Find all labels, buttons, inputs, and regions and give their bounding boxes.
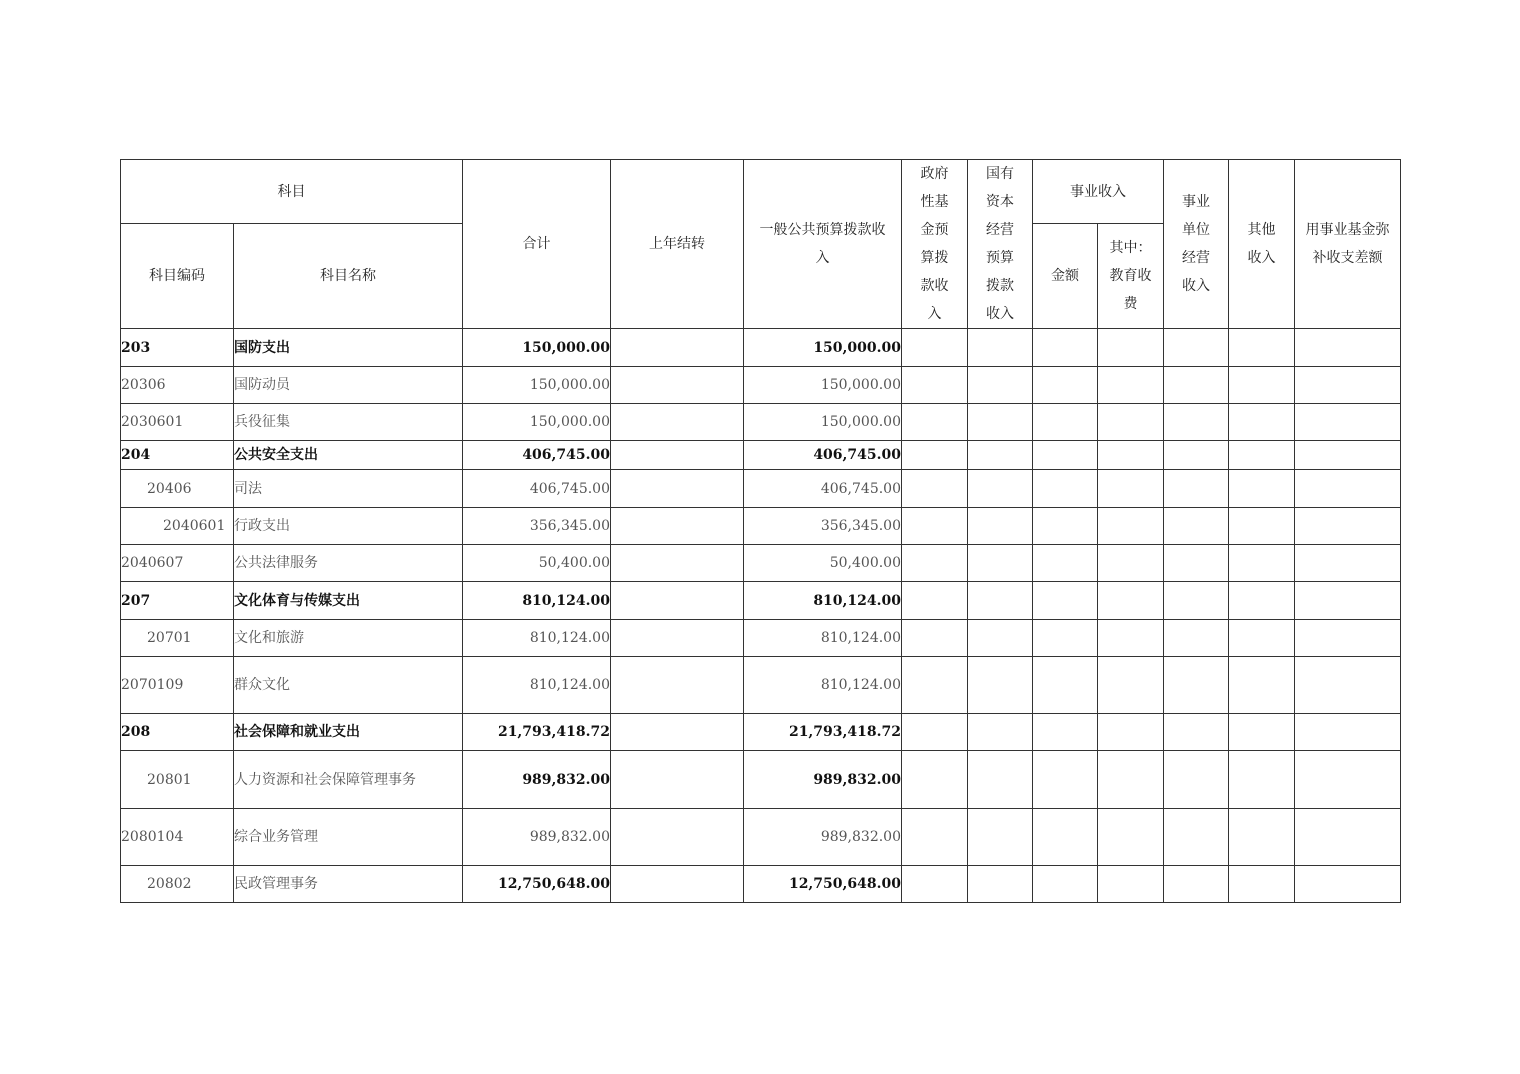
header-carryover: 上年结转 [611, 160, 744, 329]
row-total: 150,000.00 [463, 329, 611, 367]
table-row [121, 404, 1401, 441]
header-fund-offset: 用事业基金弥补收支差额 [1295, 160, 1401, 329]
table-row [121, 441, 1401, 470]
row-code: 20306 [121, 367, 234, 404]
row-general: 12,750,648.00 [744, 866, 902, 903]
row-total: 21,793,418.72 [463, 714, 611, 751]
row-general: 356,345.00 [744, 508, 902, 545]
row-code: 20406 [121, 470, 234, 508]
row-name: 群众文化 [234, 657, 463, 714]
row-general: 810,124.00 [744, 657, 902, 714]
table-row [121, 508, 1401, 545]
table-row [121, 582, 1401, 620]
row-general: 810,124.00 [744, 620, 902, 657]
row-carryover [611, 404, 744, 441]
row-name: 公共法律服务 [234, 545, 463, 582]
row-code: 2040607 [121, 545, 234, 582]
table-row [121, 329, 1401, 367]
row-name: 社会保障和就业支出 [234, 714, 463, 751]
header-subject-name: 科目名称 [234, 224, 463, 329]
row-general: 150,000.00 [744, 367, 902, 404]
row-carryover [611, 441, 744, 470]
header-subject-code: 科目编码 [121, 224, 234, 329]
row-code: 2070109 [121, 657, 234, 714]
table-row [121, 367, 1401, 404]
header-unit-operating: 事业单位经营收入 [1164, 160, 1229, 329]
row-carryover [611, 508, 744, 545]
row-name: 司法 [234, 470, 463, 508]
row-total: 12,750,648.00 [463, 866, 611, 903]
row-total: 989,832.00 [463, 809, 611, 866]
row-carryover [611, 657, 744, 714]
row-total: 406,745.00 [463, 441, 611, 470]
row-code: 2080104 [121, 809, 234, 866]
row-name: 兵役征集 [234, 404, 463, 441]
row-carryover [611, 582, 744, 620]
table-row [121, 657, 1401, 714]
row-carryover [611, 367, 744, 404]
row-general: 21,793,418.72 [744, 714, 902, 751]
table-row [121, 714, 1401, 751]
header-subject: 科目 [121, 160, 463, 224]
row-general: 810,124.00 [744, 582, 902, 620]
header-general-budget: 一般公共预算拨款收入 [744, 160, 902, 329]
table-row [121, 470, 1401, 508]
budget-table [120, 159, 1401, 903]
row-carryover [611, 329, 744, 367]
row-carryover [611, 751, 744, 809]
row-carryover [611, 620, 744, 657]
row-name: 国防动员 [234, 367, 463, 404]
row-total: 810,124.00 [463, 582, 611, 620]
row-code: 2040601 [121, 508, 234, 545]
header-total: 合计 [463, 160, 611, 329]
row-name: 国防支出 [234, 329, 463, 367]
row-total: 989,832.00 [463, 751, 611, 809]
row-carryover [611, 866, 744, 903]
row-name: 公共安全支出 [234, 441, 463, 470]
header-amount: 金额 [1033, 224, 1098, 329]
row-code: 20701 [121, 620, 234, 657]
row-code: 204 [121, 441, 234, 470]
row-name: 人力资源和社会保障管理事务 [234, 751, 463, 809]
row-total: 810,124.00 [463, 657, 611, 714]
table-row [121, 620, 1401, 657]
table-row [121, 751, 1401, 809]
row-name: 文化体育与传媒支出 [234, 582, 463, 620]
row-general: 989,832.00 [744, 751, 902, 809]
row-name: 民政管理事务 [234, 866, 463, 903]
header-state-capital: 国有资本经营预算拨款收入 [968, 160, 1033, 329]
row-total: 356,345.00 [463, 508, 611, 545]
row-total: 810,124.00 [463, 620, 611, 657]
row-general: 150,000.00 [744, 404, 902, 441]
row-carryover [611, 809, 744, 866]
row-general: 150,000.00 [744, 329, 902, 367]
header-business-income: 事业收入 [1033, 160, 1164, 224]
table-row [121, 866, 1401, 903]
row-total: 50,400.00 [463, 545, 611, 582]
row-code: 207 [121, 582, 234, 620]
row-general: 406,745.00 [744, 470, 902, 508]
row-code: 208 [121, 714, 234, 751]
table-row [121, 545, 1401, 582]
row-general: 50,400.00 [744, 545, 902, 582]
header-other-income: 其他收入 [1229, 160, 1295, 329]
row-name: 文化和旅游 [234, 620, 463, 657]
row-code: 20802 [121, 866, 234, 903]
row-name: 综合业务管理 [234, 809, 463, 866]
row-name: 行政支出 [234, 508, 463, 545]
row-total: 150,000.00 [463, 367, 611, 404]
row-code: 2030601 [121, 404, 234, 441]
row-total: 150,000.00 [463, 404, 611, 441]
row-code: 20801 [121, 751, 234, 809]
row-general: 406,745.00 [744, 441, 902, 470]
row-code: 203 [121, 329, 234, 367]
row-carryover [611, 714, 744, 751]
header-gov-fund: 政府性基金预算拨款收入 [902, 160, 968, 329]
table-row [121, 809, 1401, 866]
header-tuition: 其中：教育收费 [1098, 224, 1164, 329]
row-carryover [611, 545, 744, 582]
row-total: 406,745.00 [463, 470, 611, 508]
row-general: 989,832.00 [744, 809, 902, 866]
row-carryover [611, 470, 744, 508]
